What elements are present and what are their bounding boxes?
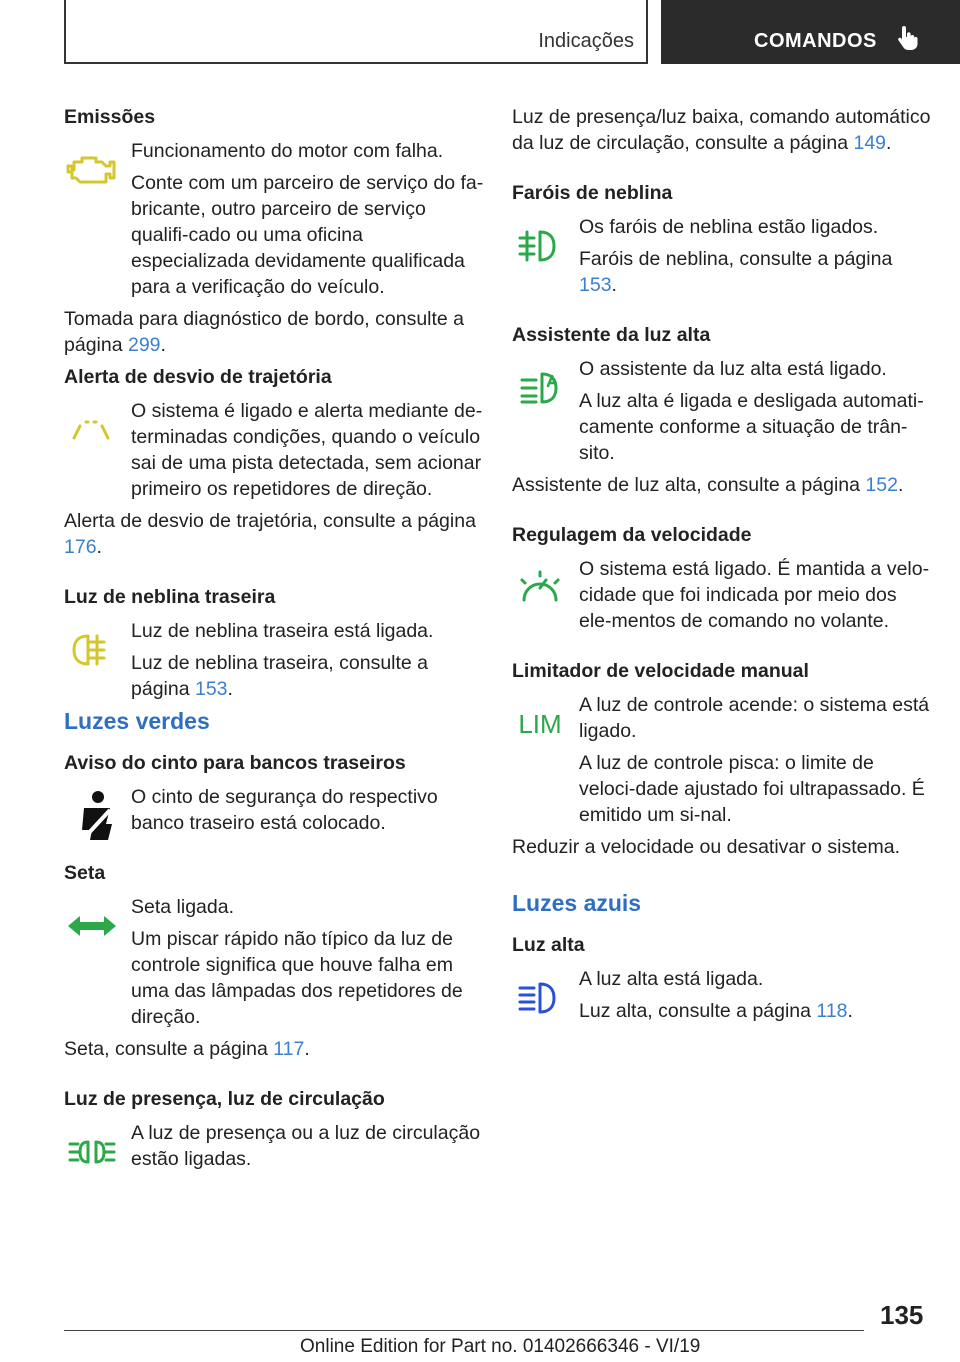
paragraph-tail: . <box>886 132 892 154</box>
parking-icon <box>64 1124 120 1180</box>
footer-edition: Online Edition for Part no. 01402666346 - VI/19 <box>300 1336 701 1357</box>
indicator-text <box>131 650 484 702</box>
section-heading: Assistente da luz alta <box>512 324 711 346</box>
indicator-text-content: Conte com um parceiro de serviço do fa-bricante, outro parceiro de serviço qualifi-cado ou uma oficina especializada devidamente qualificada para a verificação do veículo. <box>131 172 484 298</box>
spacer <box>64 842 484 860</box>
indicator-text-content: Luz de neblina traseira está ligada. <box>131 620 434 642</box>
paragraph <box>512 104 932 156</box>
footer-divider <box>64 1330 864 1331</box>
paragraph <box>64 508 484 560</box>
page-reference-link[interactable]: 118 <box>816 1000 848 1022</box>
section-heading: Aviso do cinto para bancos traseiros <box>64 752 406 774</box>
header-section-label: COMANDOS <box>754 30 877 52</box>
indicator-text-content: Um piscar rápido não típico da luz de controle significa que houve falha em uma das lâmpadas dos repetidores de direção. <box>131 928 463 1028</box>
paragraph-text: Alerta de desvio de trajetória, consulte a página <box>64 510 476 532</box>
indicator-text-content: Luz alta, consulte a página <box>579 1000 817 1022</box>
paragraph-tail: . <box>847 1000 853 1022</box>
indicator-text <box>131 926 484 1030</box>
indicator-entry <box>64 398 484 502</box>
indicator-text <box>579 750 932 828</box>
indicator-text-content: Seta ligada. <box>131 896 234 918</box>
page-reference-link[interactable]: 299 <box>127 334 161 356</box>
section-heading: Emissões <box>64 106 156 128</box>
page-number: 135 <box>880 1300 924 1330</box>
highbeam-icon <box>512 970 568 1026</box>
section-heading: Seta <box>64 862 106 884</box>
indicator-entry <box>64 1120 484 1172</box>
indicator-text <box>579 998 932 1024</box>
paragraph <box>64 306 484 358</box>
page-reference-link[interactable]: 152 <box>865 474 898 496</box>
paragraph <box>512 472 932 498</box>
section-heading: Luz de presença, luz de circulação <box>64 1088 385 1110</box>
indicator-text-content: Os faróis de neblina estão ligados. <box>579 216 879 238</box>
paragraph-tail: . <box>897 474 904 496</box>
paragraph-text: Luz de presença/luz baixa, comando automático da luz de circulação, consulte a página <box>512 106 931 154</box>
spacer <box>512 162 932 180</box>
indicator-entry <box>64 618 484 702</box>
indicator-text-content: Faróis de neblina, consulte a página <box>579 248 893 270</box>
rearfog-icon <box>64 622 120 678</box>
indicator-text <box>131 784 484 836</box>
left-column <box>64 104 484 1178</box>
paragraph-tail: . <box>611 274 617 296</box>
paragraph-tail: . <box>160 334 166 356</box>
spacer <box>64 566 484 584</box>
indicator-entry <box>64 784 484 836</box>
spacer <box>512 640 932 658</box>
paragraph-text: Seta, consulte a página <box>64 1038 274 1060</box>
indicator-entry <box>512 692 932 828</box>
indicator-text-content: O cinto de segurança do respectivo banco traseiro está colocado. <box>131 786 438 834</box>
spacer <box>512 866 932 884</box>
highbeamassist-icon <box>512 360 568 416</box>
paragraph-tail: . <box>96 536 102 558</box>
section-heading: Limitador de velocidade manual <box>512 660 809 682</box>
indicator-text <box>579 388 932 466</box>
indicator-entry <box>512 356 932 466</box>
indicator-entry <box>512 556 932 634</box>
indicator-text-content: A luz alta é ligada e desligada automati-camente conforme a situação de trân-sito. <box>579 390 924 464</box>
page-reference-link[interactable]: 149 <box>853 132 887 154</box>
indicator-text <box>579 692 932 744</box>
indicator-text-content: O assistente da luz alta está ligado. <box>579 358 887 380</box>
engine-icon <box>64 142 120 198</box>
lane-icon <box>64 402 120 458</box>
spacer <box>64 1068 484 1086</box>
svg-text:LIM: LIM <box>518 709 562 739</box>
indicator-entry <box>64 894 484 1030</box>
spacer <box>512 304 932 322</box>
section-heading: Luz de neblina traseira <box>64 586 276 608</box>
paragraph-text: Assistente de luz alta, consulte a página <box>512 474 866 496</box>
indicator-entry <box>512 214 932 298</box>
color-group-heading: Luzes verdes <box>64 708 210 734</box>
indicator-text <box>579 214 932 240</box>
indicator-text <box>579 356 932 382</box>
paragraph-text: Reduzir a velocidade ou desativar o sistema. <box>512 836 901 858</box>
indicator-text-content: A luz de controle acende: o sistema está ligado. <box>579 694 930 742</box>
paragraph-tail: . <box>227 678 233 700</box>
color-group-heading: Luzes azuis <box>512 890 642 916</box>
speedometer-icon <box>512 560 568 616</box>
section-heading: Luz alta <box>512 934 585 956</box>
indicator-text-content: Luz de neblina traseira, consulte a página <box>131 652 429 700</box>
indicator-entry <box>512 966 932 1024</box>
paragraph <box>512 834 932 860</box>
indicator-text <box>131 1120 484 1172</box>
indicator-text-content: A luz de controle pisca: o limite de veloci-dade ajustado foi ultrapassado. É emitido um si-nal. <box>579 752 925 826</box>
page-reference-link[interactable]: 153 <box>579 274 612 296</box>
indicator-text-content: A luz de presença ou a luz de circulação estão ligadas. <box>131 1122 481 1170</box>
section-heading: Faróis de neblina <box>512 182 673 204</box>
seatbelt-icon <box>64 788 120 844</box>
page-reference-link[interactable]: 117 <box>273 1038 305 1060</box>
indicator-text <box>579 556 932 634</box>
indicator-text-content: O sistema é ligado e alerta mediante de-terminadas condições, quando o veículo sai de uma pista detectada, sem acionar primeiro os repetidores de direção. <box>131 400 483 500</box>
paragraph <box>64 1036 484 1062</box>
indicator-text-content: Funcionamento do motor com falha. <box>131 140 444 162</box>
header-tab-label: Indicações <box>538 30 634 52</box>
indicator-text <box>131 398 484 502</box>
section-heading: Regulagem da velocidade <box>512 524 752 546</box>
indicator-text <box>131 894 484 920</box>
section-heading: Alerta de desvio de trajetória <box>64 366 332 388</box>
indicator-entry <box>64 138 484 300</box>
paragraph-text: Tomada para diagnóstico de bordo, consulte a página <box>64 308 465 356</box>
indicator-text <box>131 618 484 644</box>
right-column <box>512 104 932 1030</box>
paragraph-tail: . <box>304 1038 310 1060</box>
indicator-text <box>579 966 932 992</box>
indicator-text <box>131 170 484 300</box>
lim-icon <box>512 696 568 752</box>
hand-pointer-icon <box>897 24 919 52</box>
page-reference-link[interactable]: 176 <box>64 536 97 558</box>
indicator-text <box>131 138 484 164</box>
indicator-text-content: A luz alta está ligada. <box>579 968 764 990</box>
frontfog-icon <box>512 218 568 274</box>
indicator-text <box>579 246 932 298</box>
turn-icon <box>64 898 120 954</box>
header-section <box>661 0 960 64</box>
header-tab <box>64 0 648 64</box>
indicator-text-content: O sistema está ligado. É mantida a velo-cidade que foi indicada por meio dos ele-mentos de comando no volante. <box>579 558 930 632</box>
spacer <box>512 504 932 522</box>
page-reference-link[interactable]: 153 <box>194 678 228 700</box>
